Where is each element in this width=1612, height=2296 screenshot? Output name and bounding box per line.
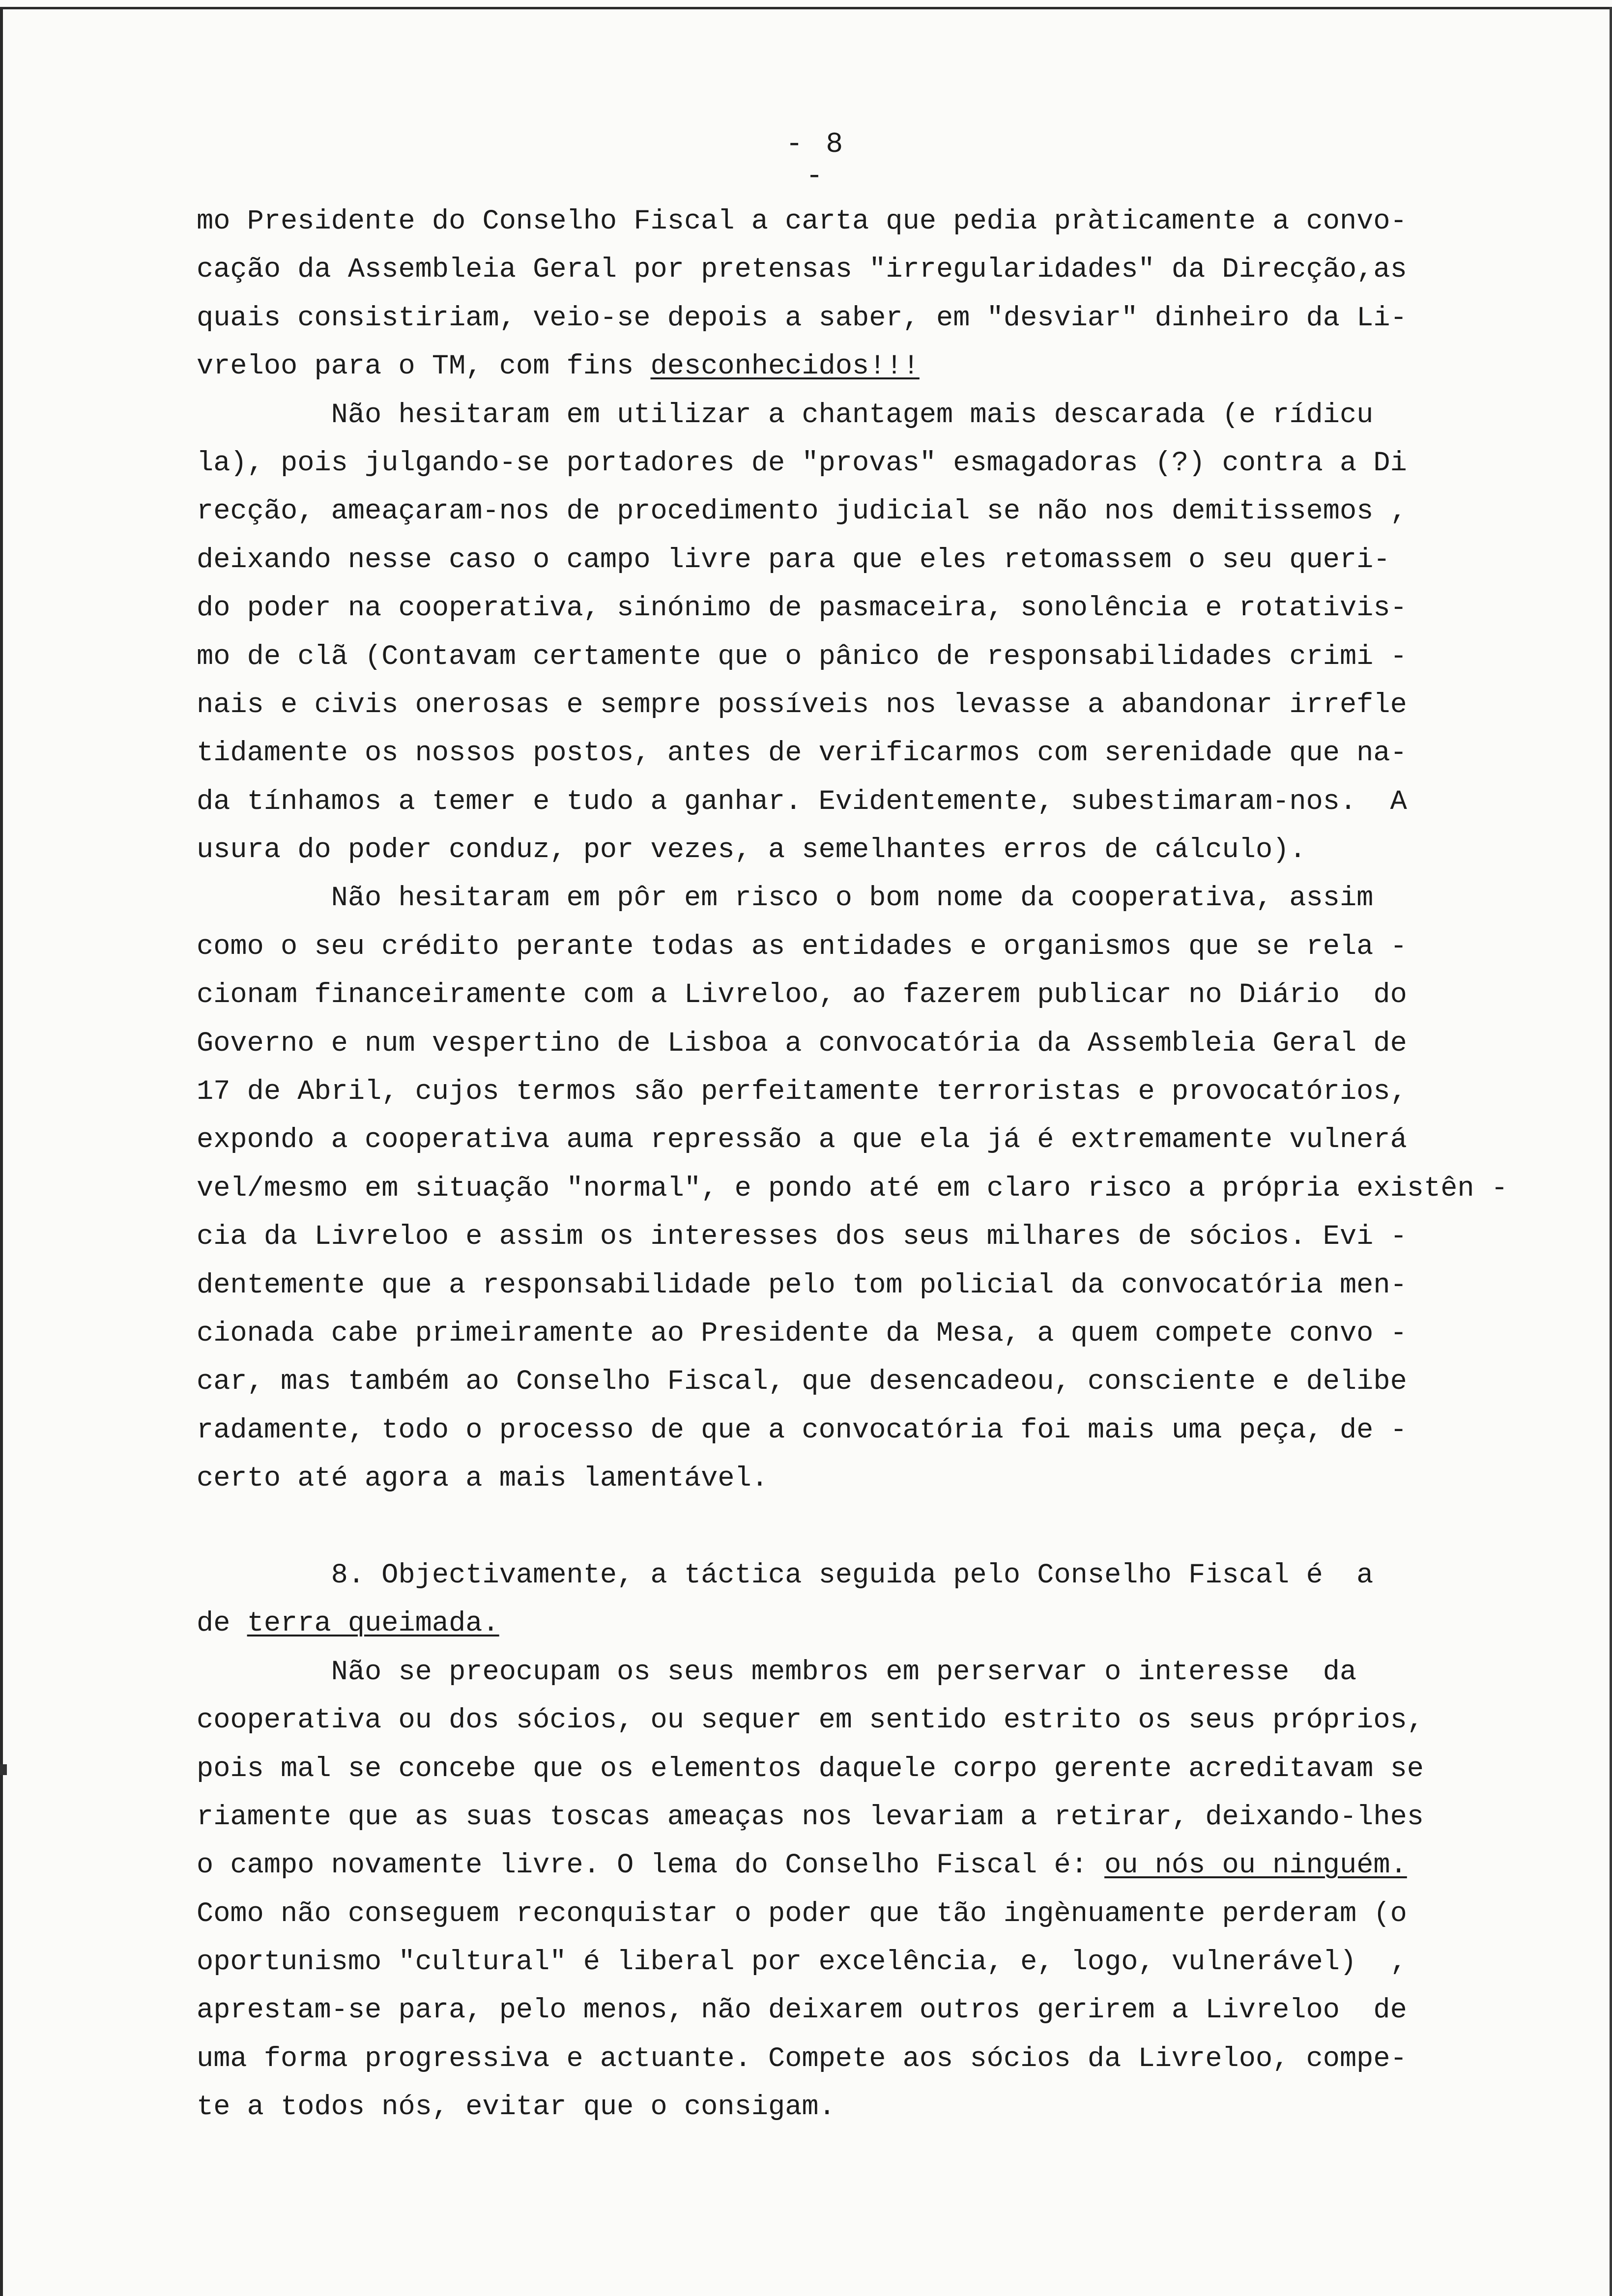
text-line: do poder na cooperativa, sinónimo de pasmaceira, sonolência e rotativis- bbox=[197, 593, 1407, 625]
text-line: pois mal se concebe que os elementos daquele corpo gerente acreditavam se bbox=[197, 1753, 1424, 1785]
text-line: Não se preocupam os seus membros em perservar o interesse da bbox=[197, 1656, 1357, 1688]
text-line: tidamente os nossos postos, antes de verificarmos com serenidade que na- bbox=[197, 738, 1407, 770]
text-line: cação da Assembleia Geral por pretensas "irregularidades" da Direcção,as bbox=[197, 254, 1407, 286]
text-segment: vreloo para o TM, com fins bbox=[197, 351, 651, 383]
text-line: cionam financeiramente com a Livreloo, ao fazerem publicar no Diário do bbox=[197, 979, 1407, 1011]
text-line-with-underline bbox=[197, 1600, 1514, 1648]
text-line: deixando nesse caso o campo livre para que eles retomassem o seu queri- bbox=[197, 544, 1390, 576]
text-line: car, mas também ao Conselho Fiscal, que desencadeou, consciente e delibe bbox=[197, 1366, 1407, 1398]
text-line: 17 de Abril, cujos termos são perfeitamente terroristas e provocatórios, bbox=[197, 1076, 1407, 1108]
page-number: - 8 - bbox=[785, 129, 846, 193]
text-line: Governo e num vespertino de Lisboa a convocatória da Assembleia Geral de bbox=[197, 1028, 1407, 1060]
margin-mark bbox=[0, 1764, 7, 1775]
text-line: Como não conseguem reconquistar o poder que tão ingènuamente perderam (o bbox=[197, 1898, 1407, 1930]
right-border-line bbox=[1610, 7, 1612, 2296]
underlined-phrase: desconhecidos!!! bbox=[650, 351, 920, 383]
document-body bbox=[197, 198, 1514, 2132]
text-line: cionada cabe primeiramente ao Presidente da Mesa, a quem compete convo - bbox=[197, 1318, 1407, 1349]
left-border-line bbox=[0, 7, 3, 2296]
text-line: radamente, todo o processo de que a convocatória foi mais uma peça, de - bbox=[197, 1414, 1407, 1446]
text-line: cia da Livreloo e assim os interesses dos seus milhares de sócios. Evi - bbox=[197, 1221, 1407, 1253]
text-line-with-underline bbox=[197, 343, 1514, 391]
text-line: aprestam-se para, pelo menos, não deixarem outros gerirem a Livreloo de bbox=[197, 1995, 1407, 2027]
text-line: te a todos nós, evitar que o consigam. bbox=[197, 2092, 835, 2124]
underlined-phrase: ou nós ou ninguém. bbox=[1104, 1850, 1407, 1882]
text-line: oportunismo "cultural" é liberal por excelência, e, logo, vulnerável) , bbox=[197, 1947, 1407, 1979]
text-line: Não hesitaram em utilizar a chantagem mais descarada (e rídicu bbox=[197, 399, 1374, 431]
text-line: riamente que as suas toscas ameaças nos levariam a retirar, deixando-lhes bbox=[197, 1801, 1424, 1833]
text-line: vel/mesmo em situação "normal", e pondo até em claro risco a própria existên - bbox=[197, 1173, 1508, 1205]
text-line: Não hesitaram em pôr em risco o bom nome da cooperativa, assim bbox=[197, 883, 1374, 915]
text-line: da tínhamos a temer e tudo a ganhar. Evidentemente, subestimaram-nos. A bbox=[197, 786, 1407, 818]
text-line: como o seu crédito perante todas as entidades e organismos que se rela - bbox=[197, 931, 1407, 963]
text-line: expondo a cooperativa auma repressão a que ela já é extremamente vulnerá bbox=[197, 1124, 1407, 1156]
text-line: uma forma progressiva e actuante. Compete aos sócios da Livreloo, compe- bbox=[197, 2043, 1407, 2075]
text-line: cooperativa ou dos sócios, ou sequer em sentido estrito os seus próprios, bbox=[197, 1705, 1424, 1737]
text-segment: o campo novamente livre. O lema do Conselho Fiscal é: bbox=[197, 1850, 1105, 1882]
text-line: usura do poder conduz, por vezes, a semelhantes erros de cálculo). bbox=[197, 834, 1306, 866]
text-line: nais e civis onerosas e sempre possíveis nos levasse a abandonar irrefle bbox=[197, 689, 1407, 721]
text-line-with-underline bbox=[197, 1841, 1514, 1890]
text-line: 8. Objectivamente, a táctica seguida pelo Conselho Fiscal é a bbox=[197, 1559, 1374, 1591]
text-line: mo Presidente do Conselho Fiscal a carta que pedia pràticamente a convo- bbox=[197, 206, 1407, 237]
top-border-line bbox=[0, 7, 1612, 9]
text-line: certo até agora a mais lamentável. bbox=[197, 1463, 768, 1495]
text-line: recção, ameaçaram-nos de procedimento judicial se não nos demitissemos , bbox=[197, 496, 1407, 528]
text-line: la), pois julgando-se portadores de "provas" esmagadoras (?) contra a Di bbox=[197, 447, 1407, 479]
text-line: quais consistiriam, veio-se depois a saber, em "desviar" dinheiro da Li- bbox=[197, 302, 1407, 334]
text-line: mo de clã (Contavam certamente que o pânico de responsabilidades crimi - bbox=[197, 641, 1407, 673]
text-segment: de bbox=[197, 1608, 247, 1640]
text-line: dentemente que a responsabilidade pelo tom policial da convocatória men- bbox=[197, 1269, 1407, 1301]
paragraph-gap bbox=[197, 1503, 1514, 1551]
underlined-phrase: terra queimada. bbox=[247, 1608, 499, 1640]
